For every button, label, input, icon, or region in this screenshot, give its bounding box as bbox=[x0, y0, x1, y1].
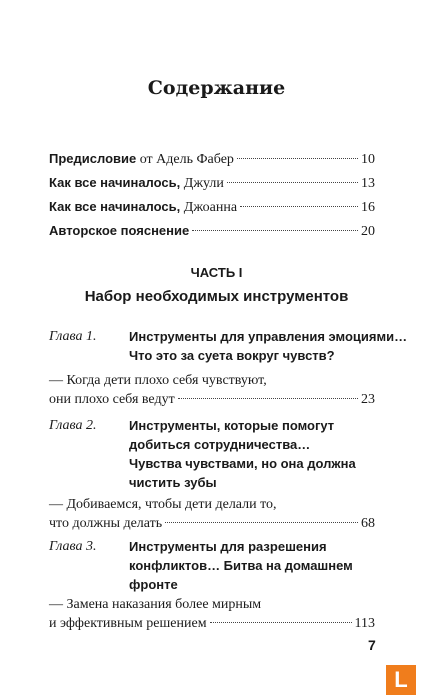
toc-entry-author: Джоанна bbox=[180, 200, 238, 215]
toc-entry-preface bbox=[49, 150, 375, 169]
chapter-number: Глава 3. bbox=[49, 539, 97, 554]
toc-page-number: 16 bbox=[361, 200, 375, 215]
chapter-title-line: Инструменты для управления эмоциями… bbox=[129, 329, 408, 344]
toc-entry-author: от Адель Фабер bbox=[136, 152, 234, 167]
chapter-subtitle-line: что должны делать bbox=[49, 516, 163, 531]
chapter-subtitle-line: они плохо себя ведут bbox=[49, 392, 175, 407]
publisher-logo: L bbox=[386, 665, 416, 695]
chapter-subtitle-line: — Замена наказания более мирным bbox=[49, 597, 262, 612]
dot-leader bbox=[237, 158, 358, 159]
chapter-title-line: Инструменты для разрешения bbox=[129, 539, 327, 554]
chapter-title bbox=[129, 416, 389, 492]
dot-leader bbox=[227, 182, 358, 183]
toc-entry-title: Предисловие bbox=[49, 151, 137, 166]
part-title: Набор необходимых инструментов bbox=[84, 288, 349, 305]
chapter-title bbox=[129, 537, 389, 594]
chapter-title-line: Инструменты, которые помогут bbox=[129, 418, 335, 433]
chapter-title-line: чистить зубы bbox=[129, 475, 217, 490]
page-number: 7 bbox=[368, 637, 376, 653]
toc-entry-title: Как все начиналось, bbox=[49, 175, 181, 190]
chapter-title bbox=[129, 327, 408, 365]
chapter-title-line: Чувства чувствами, но она должна bbox=[129, 456, 356, 471]
toc-page-number: 68 bbox=[361, 516, 375, 531]
chapter-3-subtitle bbox=[49, 595, 375, 633]
toc-entry-julie bbox=[49, 174, 375, 193]
chapter-number: Глава 2. bbox=[49, 418, 97, 433]
toc-page-number: 20 bbox=[361, 224, 375, 239]
toc-page-number: 10 bbox=[361, 152, 375, 167]
chapter-title-line: фронте bbox=[129, 577, 178, 592]
chapter-subtitle-line: — Когда дети плохо себя чувствуют, bbox=[49, 373, 267, 388]
toc-entry-joanna bbox=[49, 198, 375, 217]
toc-entry-author-note bbox=[49, 222, 375, 241]
toc-entry-author: Джули bbox=[180, 176, 224, 191]
chapter-1-subtitle bbox=[49, 371, 375, 409]
dot-leader bbox=[165, 522, 358, 523]
toc-page-number: 113 bbox=[354, 616, 375, 631]
chapter-title-line: Что это за суета вокруг чувств? bbox=[129, 348, 335, 363]
part-label: ЧАСТЬ I bbox=[190, 265, 243, 280]
toc-entry-title: Как все начиналось, bbox=[49, 199, 181, 214]
dot-leader bbox=[210, 622, 352, 623]
page-title: Содержание bbox=[147, 77, 286, 99]
toc-page-number: 13 bbox=[361, 176, 375, 191]
toc-entry-title: Авторское пояснение bbox=[49, 223, 190, 238]
dot-leader bbox=[192, 230, 358, 231]
dot-leader bbox=[240, 206, 358, 207]
chapter-subtitle-line: — Добиваемся, чтобы дети делали то, bbox=[49, 497, 277, 512]
chapter-title-line: конфликтов… Битва на домашнем bbox=[129, 558, 353, 573]
chapter-subtitle-line: и эффективным решением bbox=[49, 616, 207, 631]
chapter-2-subtitle bbox=[49, 495, 375, 533]
chapter-number: Глава 1. bbox=[49, 329, 97, 344]
toc-page-number: 23 bbox=[361, 392, 375, 407]
chapter-title-line: добиться сотрудничества… bbox=[129, 437, 311, 452]
dot-leader bbox=[178, 398, 358, 399]
